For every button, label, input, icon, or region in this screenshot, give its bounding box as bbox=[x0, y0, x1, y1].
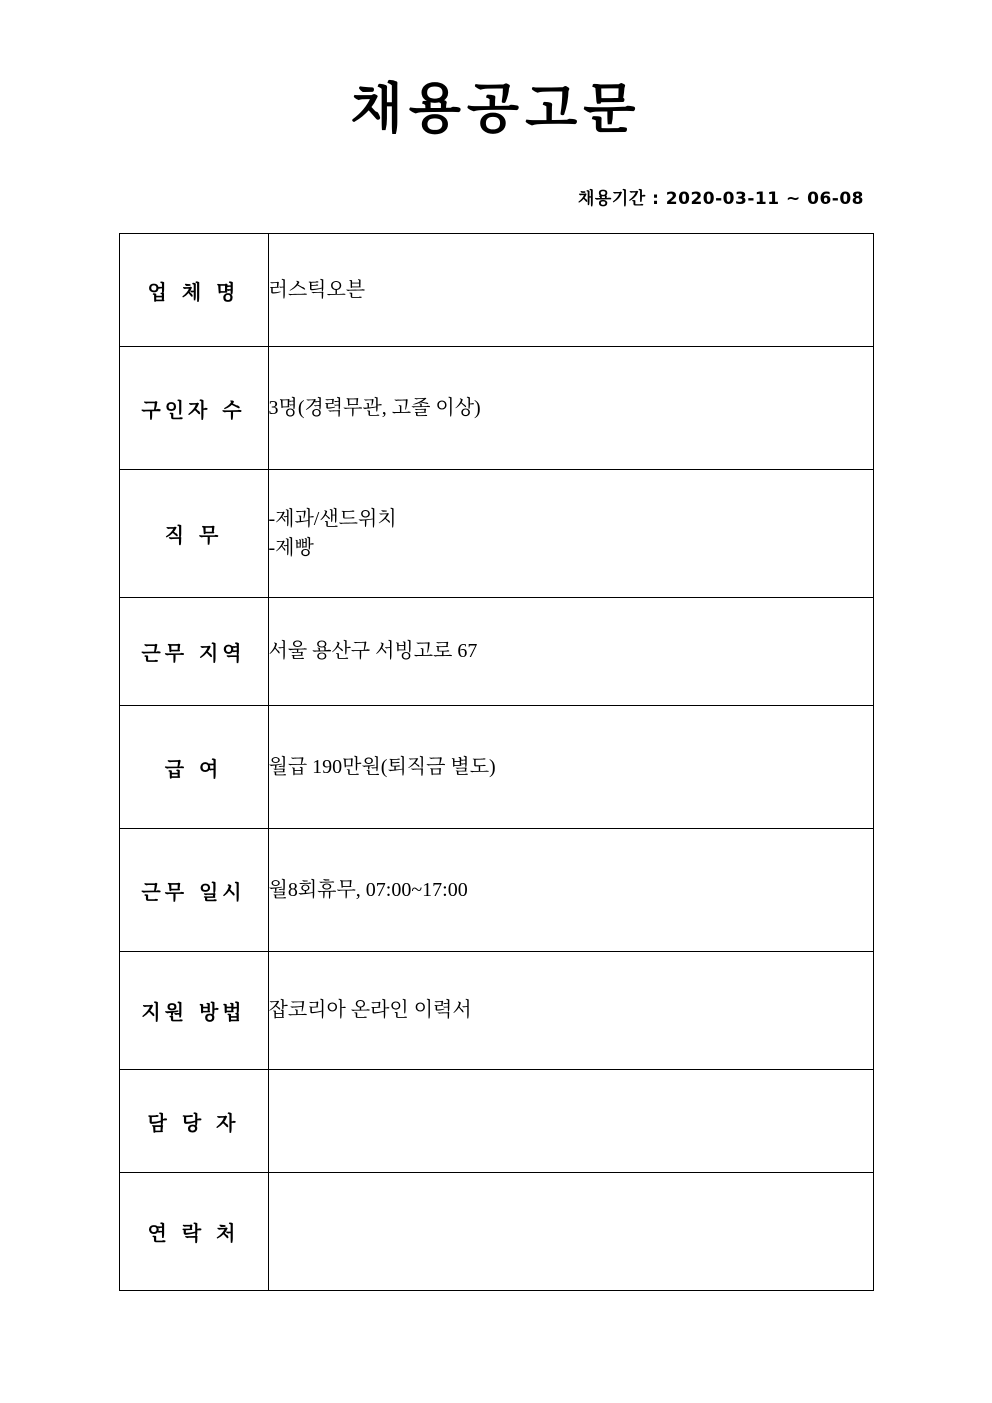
row-label-contact-info: 연 락 처 bbox=[119, 1173, 268, 1291]
table-row bbox=[119, 829, 873, 952]
table-row bbox=[119, 234, 873, 347]
recruitment-period: 채용기간 : 2020-03-11 ~ 06-08 bbox=[577, 189, 864, 210]
value-line: -제과/샌드위치 bbox=[268, 507, 397, 530]
row-label-contact-person: 담 당 자 bbox=[119, 1070, 268, 1173]
row-label-salary: 급 여 bbox=[119, 706, 268, 829]
row-label-work-area: 근무 지역 bbox=[119, 598, 268, 706]
value-line: 잡코리아 온라인 이력서 bbox=[268, 999, 472, 1022]
table-row bbox=[119, 706, 873, 829]
row-value-contact-person bbox=[268, 1070, 873, 1173]
row-label-headcount: 구인자 수 bbox=[119, 347, 268, 470]
value-line: 서울 용산구 서빙고로 67 bbox=[268, 640, 478, 663]
job-notice-table bbox=[119, 233, 874, 1291]
row-value-headcount bbox=[268, 347, 873, 470]
row-value-apply-method bbox=[268, 952, 873, 1070]
row-value-work-schedule bbox=[268, 829, 873, 952]
table-row bbox=[119, 1173, 873, 1291]
value-line: -제빵 bbox=[268, 536, 314, 559]
value-line: 3명(경력무관, 고졸 이상) bbox=[268, 396, 481, 419]
row-value-work-area bbox=[268, 598, 873, 706]
row-label-work-schedule: 근무 일시 bbox=[119, 829, 268, 952]
table-row bbox=[119, 347, 873, 470]
table-row bbox=[119, 1070, 873, 1173]
table-row bbox=[119, 598, 873, 706]
page-title: 채용공고문 bbox=[350, 77, 642, 140]
row-label-company-name: 업 체 명 bbox=[119, 234, 268, 347]
value-line: 월급 190만원(퇴직금 별도) bbox=[268, 755, 496, 778]
row-label-apply-method: 지원 방법 bbox=[119, 952, 268, 1070]
row-label-duties: 직 무 bbox=[119, 470, 268, 598]
table-row bbox=[119, 952, 873, 1070]
row-value-salary bbox=[268, 706, 873, 829]
value-line: 월8회휴무, 07:00~17:00 bbox=[268, 878, 468, 901]
row-value-contact-info bbox=[268, 1173, 873, 1291]
row-value-duties bbox=[268, 470, 873, 598]
row-value-company-name bbox=[268, 234, 873, 347]
table-row bbox=[119, 470, 873, 598]
value-line: 러스틱오븐 bbox=[268, 278, 366, 301]
